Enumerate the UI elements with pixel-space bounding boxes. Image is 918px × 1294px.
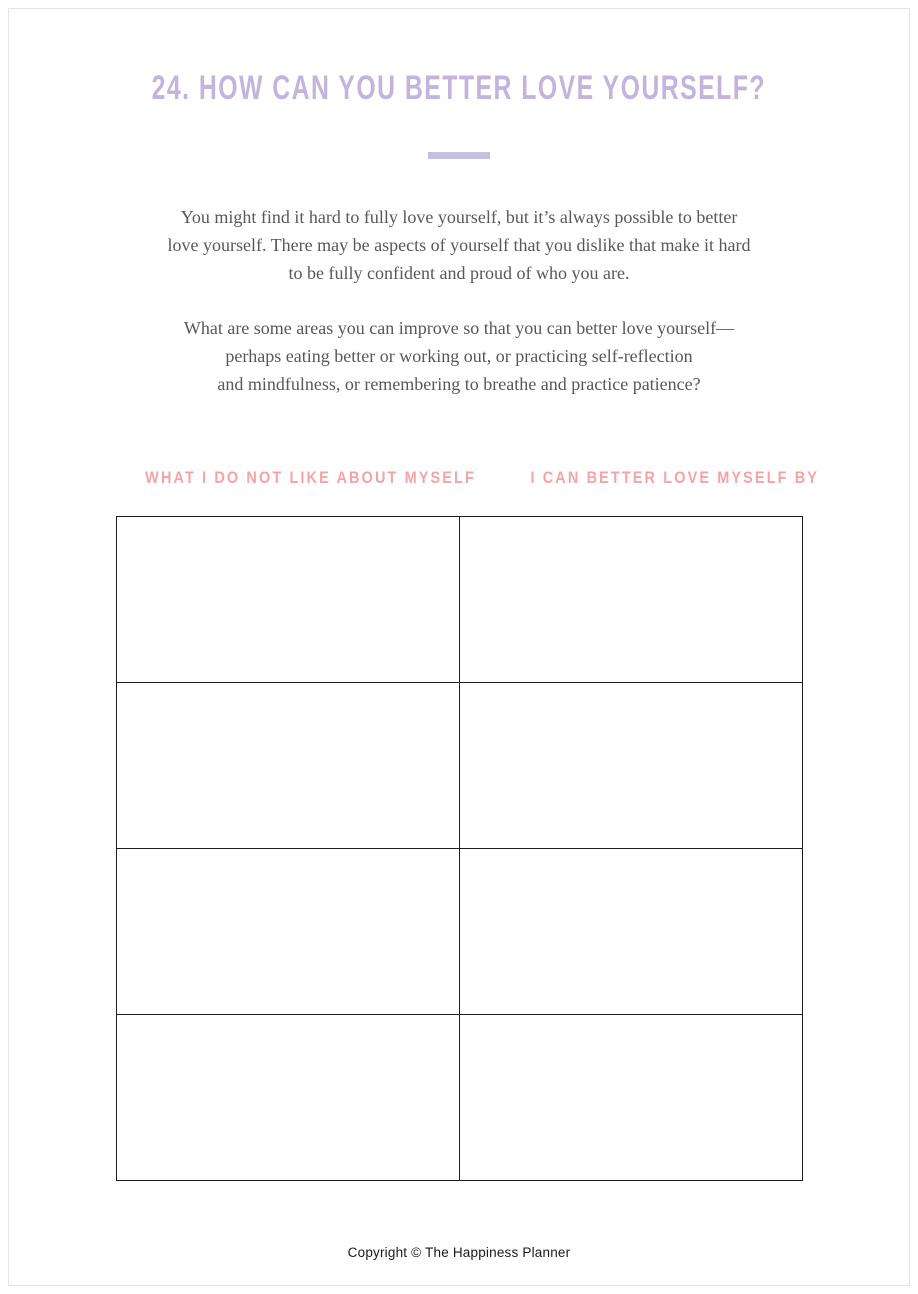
prompt-line-1: What are some areas you can improve so that you can better love yourself— (183, 318, 735, 338)
column-headers (116, 468, 819, 488)
intro-paragraph (109, 203, 809, 287)
worksheet-row-1 (116, 517, 802, 683)
column-header-dislike (116, 468, 505, 488)
worksheet-cell-r1-dislike[interactable] (116, 517, 459, 683)
worksheet-row-2 (116, 683, 802, 849)
prompt-line-3: and mindfulness, or remembering to breathe and practice patience? (217, 374, 701, 394)
worksheet-cell-r4-dislike[interactable] (116, 1015, 459, 1181)
worksheet-row-3 (116, 849, 802, 1015)
page-title (9, 69, 909, 108)
prompt-paragraph (109, 314, 809, 398)
intro-line-3: to be fully confident and proud of who you are. (288, 263, 630, 283)
worksheet-cell-r4-love[interactable] (459, 1015, 802, 1181)
copyright-footer: Copyright © The Happiness Planner (347, 1245, 571, 1260)
intro-line-1: You might find it hard to fully love yourself, but it’s always possible to better (180, 207, 738, 227)
title-divider (428, 152, 490, 159)
worksheet-cell-r3-love[interactable] (459, 849, 802, 1015)
column-header-dislike-text: WHAT I DO NOT LIKE ABOUT MYSELF (144, 468, 476, 487)
intro-line-2: love yourself. There may be aspects of yourself that you dislike that make it hard (167, 235, 751, 255)
worksheet-cell-r2-love[interactable] (459, 683, 802, 849)
worksheet-cell-r3-dislike[interactable] (116, 849, 459, 1015)
worksheet-cell-r1-love[interactable] (459, 517, 802, 683)
column-header-love (505, 468, 845, 488)
worksheet-table (116, 516, 803, 1181)
worksheet-row-4 (116, 1015, 802, 1181)
worksheet-cell-r2-dislike[interactable] (116, 683, 459, 849)
column-header-love-text: I CAN BETTER LOVE MYSELF BY (530, 468, 819, 487)
page-title-text: 24. HOW CAN YOU BETTER LOVE YOURSELF? (151, 69, 767, 107)
planner-page (8, 8, 910, 1286)
prompt-line-2: perhaps eating better or working out, or practicing self-reflection (225, 346, 693, 366)
